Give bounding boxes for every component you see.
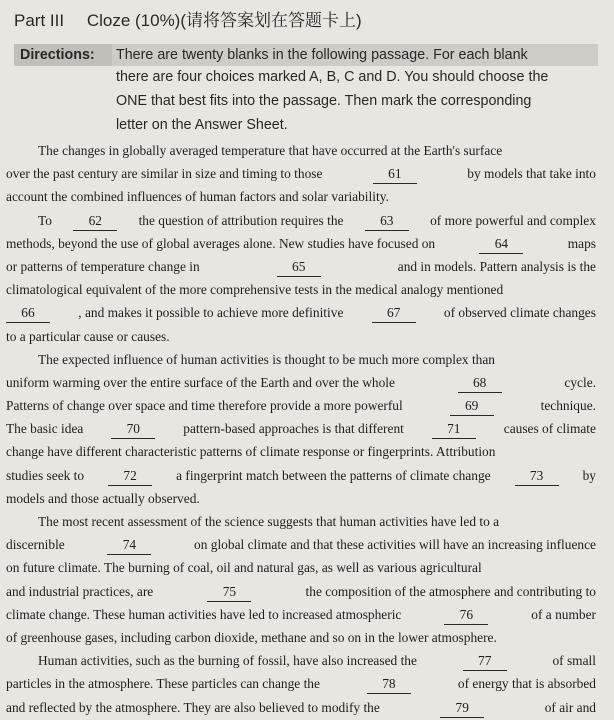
passage-text: over the past century are similar in size and timing to those — [6, 166, 323, 182]
passage-text: change have different characteristic patterns of climate response or fingerprints. Attribution — [6, 444, 496, 460]
passage-text: causes of climate — [503, 421, 596, 437]
blank-78[interactable]: 78 — [367, 675, 411, 694]
passage-line — [6, 417, 596, 440]
passage-text: discernible — [6, 537, 65, 553]
passage-line — [6, 510, 596, 533]
blank-68[interactable]: 68 — [458, 374, 502, 393]
passage-line — [6, 139, 596, 162]
passage-text: climatological equivalent of the more comprehensive tests in the medical analogy mentioned — [6, 282, 504, 298]
directions-line: letter on the Answer Sheet. — [116, 117, 288, 133]
passage-text: of small — [552, 653, 596, 669]
passage-line — [6, 371, 596, 394]
passage-line — [6, 278, 596, 301]
passage-text: of air and — [544, 699, 596, 715]
blank-76[interactable]: 76 — [444, 606, 488, 625]
blank-74[interactable]: 74 — [107, 536, 151, 555]
directions-text — [116, 66, 602, 138]
passage-text: particles in the atmosphere. These particles can change the — [6, 676, 320, 692]
passage-text: on future climate. The burning of coal, oil and natural gas, as well as various agricultural — [6, 560, 482, 576]
passage-line — [6, 185, 596, 208]
blank-67[interactable]: 67 — [372, 304, 416, 323]
passage-line — [6, 556, 596, 579]
passage-text: uniform warming over the entire surface of the Earth and over the whole — [6, 374, 395, 390]
section-title: Cloze (10%)(请将答案划在答题卡上) — [86, 11, 362, 30]
passage-text: The expected influence of human activities is thought to be much more complex than — [38, 351, 496, 367]
passage-text: on global climate and that these activities will have an increasing influence — [194, 537, 596, 553]
passage-text: of greenhouse gases, including carbon dioxide, methane and so on in the lower atmosphere. — [6, 629, 497, 645]
passage-line — [6, 487, 596, 510]
passage-text: methods, beyond the use of global averages alone. New studies have focused on — [6, 235, 436, 251]
passage-line — [6, 394, 596, 417]
blank-70[interactable]: 70 — [111, 420, 155, 439]
passage-text: models and those actually observed. — [6, 490, 200, 506]
passage-line — [6, 696, 596, 719]
blank-61[interactable]: 61 — [373, 165, 417, 184]
passage-text: maps — [567, 235, 596, 251]
blank-75[interactable]: 75 — [207, 583, 251, 602]
blank-64[interactable]: 64 — [479, 235, 523, 254]
passage-line — [6, 672, 596, 695]
passage-line — [6, 580, 596, 603]
passage-text: a fingerprint match between the patterns of climate change — [176, 467, 491, 483]
cloze-passage — [6, 139, 596, 719]
passage-text: Patterns of change over space and time therefore provide a more powerful — [6, 398, 403, 414]
passage-text: and in models. Pattern analysis is the — [397, 258, 596, 274]
passage-text: studies seek to — [6, 467, 85, 483]
passage-text: The most recent assessment of the science suggests that human activities have led to a — [38, 514, 500, 529]
blank-69[interactable]: 69 — [450, 397, 494, 416]
blank-73[interactable]: 73 — [515, 467, 559, 486]
passage-line — [6, 232, 596, 255]
passage-line — [6, 649, 596, 672]
passage-text: of a number — [531, 606, 596, 622]
passage-line — [6, 162, 596, 185]
passage-text: by models that take into — [467, 166, 596, 182]
blank-63[interactable]: 63 — [365, 212, 409, 231]
passage-text: climate change. These human activities have led to increased atmospheric — [6, 606, 402, 622]
passage-text: by — [582, 467, 596, 483]
blank-79[interactable]: 79 — [440, 699, 484, 718]
blank-65[interactable]: 65 — [277, 258, 321, 277]
passage-text: of observed climate changes — [443, 305, 596, 321]
passage-line — [6, 325, 596, 348]
passage-text: of energy that is absorbed — [457, 676, 596, 692]
passage-line — [6, 255, 596, 278]
passage-text: , and makes it possible to achieve more definitive — [78, 305, 344, 321]
passage-line — [6, 348, 596, 371]
directions-line: There are twenty blanks in the following passage. For each blank — [112, 44, 598, 66]
passage-line — [6, 464, 596, 487]
passage-text: or patterns of temperature change in — [6, 258, 200, 274]
passage-text: To — [38, 212, 52, 228]
blank-62[interactable]: 62 — [73, 212, 117, 231]
passage-text: and industrial practices, are — [6, 583, 154, 599]
passage-text: account the combined influences of human factors and solar variability. — [6, 189, 389, 205]
passage-text: technique. — [540, 398, 596, 414]
passage-text: The basic idea — [6, 421, 84, 437]
passage-text: to a particular cause or causes. — [6, 328, 170, 344]
passage-line — [6, 440, 596, 463]
passage-text: the composition of the atmosphere and contributing to — [305, 583, 596, 599]
passage-text: pattern-based approaches is that different — [183, 421, 404, 437]
passage-line — [6, 533, 596, 556]
passage-text: The changes in globally averaged temperature that have occurred at the Earth's surface — [38, 143, 503, 158]
passage-text: the question of attribution requires the — [138, 212, 344, 228]
passage-line — [6, 209, 596, 232]
passage-text: of more powerful and complex — [430, 212, 596, 228]
blank-66[interactable]: 66 — [6, 304, 50, 323]
passage-text: cycle. — [564, 374, 596, 390]
passage-line — [6, 626, 596, 649]
part-label: Part III — [14, 11, 65, 30]
directions-line: there are four choices marked A, B, C and D. You should choose the — [116, 69, 549, 85]
blank-72[interactable]: 72 — [108, 467, 152, 486]
directions-box — [14, 44, 608, 140]
blank-71[interactable]: 71 — [432, 420, 476, 439]
directions-line: ONE that best fits into the passage. Then mark the corresponding — [116, 93, 532, 109]
passage-line — [6, 603, 596, 626]
passage-text: Human activities, such as the burning of fossil, have also increased the — [38, 653, 417, 669]
section-header — [14, 6, 604, 31]
passage-line — [6, 301, 596, 324]
passage-text: and reflected by the atmosphere. They are also believed to modify the — [6, 699, 380, 715]
directions-label: Directions: — [14, 44, 112, 66]
blank-77[interactable]: 77 — [463, 652, 507, 671]
